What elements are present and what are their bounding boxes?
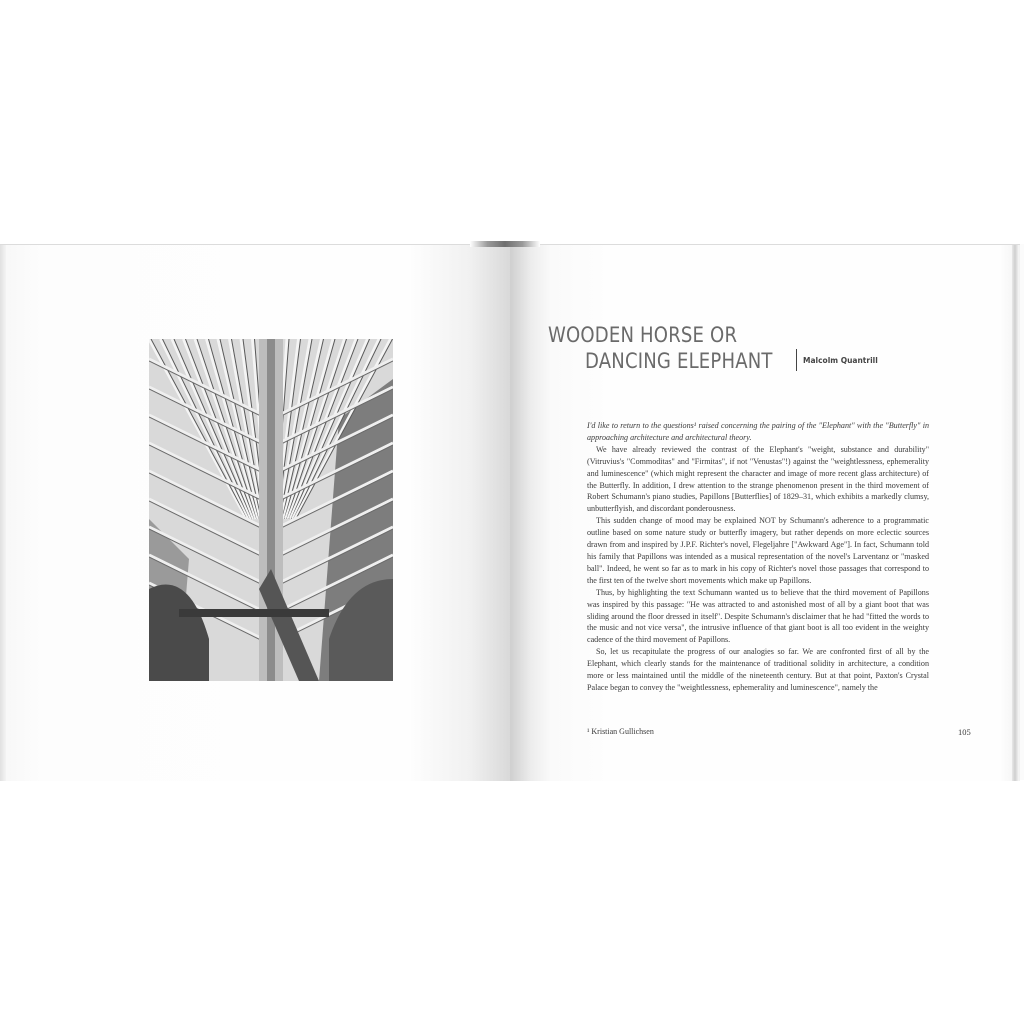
page-number: 105 <box>958 727 971 737</box>
page-edge-left <box>0 245 6 781</box>
title-line-2: DANCING ELEPHANT <box>584 349 773 373</box>
article-body <box>587 420 929 694</box>
title-separator <box>796 349 797 371</box>
body-paragraph: So, let us recapitulate the progress of our analogies so far. We are confronted first of all by the Elephant, which clearly stands for the maintenance of traditional solidity in architecture, a condition more or less maintained until the middle of the nineteenth century. But at that point, Paxton's Crystal Palace began to convey the "weightlessness, ephemerality and luminescence", namely the <box>587 647 929 692</box>
left-page <box>0 244 510 781</box>
body-paragraph: This sudden change of mood may be explained NOT by Schumann's adherence to a programmatic outline based on some nature study or butterfly imagery, but rather depends on more eclectic sources drawn from and inspired by J.P.F. Richter's novel, Flegeljahre ["Awkward Age"]. In fact, Schumann told his family that Papillons was intended as a musical representation of the novel's Larventanz or "masked ball". Indeed, he went so far as to mark in his copy of Richter's novel those passages that correspond to the first ten of the twelve short movements which make up Papillons. <box>587 516 929 585</box>
page-edge-right <box>1012 245 1018 781</box>
article-title <box>548 322 773 374</box>
book-spine <box>470 241 540 247</box>
intro-paragraph: I'd like to return to the questions¹ raised concerning the pairing of the "Elephant" with the "Butterfly" in approaching architecture and architectural theory. <box>587 421 929 442</box>
title-line-1: WOODEN HORSE OR <box>548 323 738 347</box>
footnote: ¹ Kristian Gullichsen <box>587 727 654 736</box>
article-author: Malcolm Quantrill <box>803 356 878 365</box>
book-spread <box>0 244 1024 780</box>
photo-illustration <box>149 339 393 681</box>
body-paragraph: Thus, by highlighting the text Schumann wanted us to believe that the third movement of Papillons was inspired by this passage: "He was attracted to and astonished most of all by a giant boot that was sliding around the floor dressed in itself". Despite Schumann's disclaimer that he had "fitted the words to the music and not vice versa", the intrusive influence of that giant boot is all too evident in the weighty cadence of the third movement of Papillons. <box>587 587 929 645</box>
architecture-photo <box>149 339 393 681</box>
body-paragraph: We have already reviewed the contrast of the Elephant's "weight, substance and durability" (Vitruvius's "Commoditas" and "Firmitas", if not "Venustas"!) against the "weightlessness, ephemerality and luminescence" (which might represent the character and image of more recent glass architecture) of the Butterfly. In addition, I drew attention to the strange phenomenon present in the third movement of Robert Schumann's piano studies, Papillons [Butterflies] of 1829–31, which exhibits a markedly clumsy, unbutterflyish, and discordant ponderousness. <box>587 444 929 514</box>
